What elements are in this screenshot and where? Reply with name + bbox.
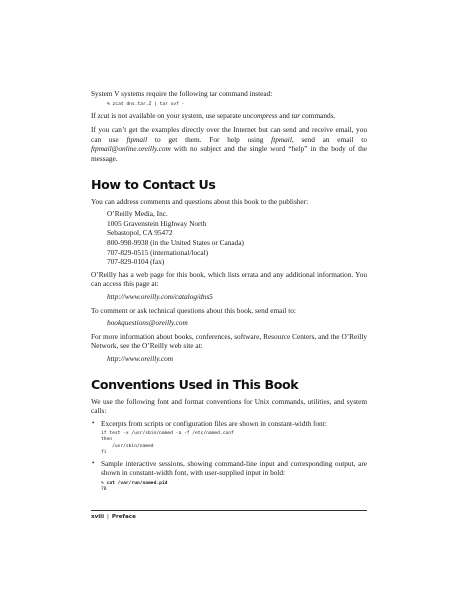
ftpmail-term-2: ftpmail (271, 134, 292, 144)
bullet2-text: Sample interactive sessions, showing command-line input and corresponding output, are shown in constant-width font, with user-supplied input in bold: (101, 458, 367, 478)
ftpmail-address-link[interactable]: ftpmail@online.oreilly.com (91, 144, 171, 154)
webpage-paragraph: O’Reilly has a web page for this book, which lists errata and any additional information. You can access this page at: (91, 269, 367, 289)
ftp-text-4: with no subject and the single word “help” in the body of the message. (91, 144, 367, 164)
address-line: 707-829-0104 (fax) (107, 257, 165, 267)
bullet1-text: Excerpts from scripts or configuration files are shown in constant-width font: (101, 418, 327, 428)
comment-paragraph: To comment or ask technical questions about this book, send email to: (91, 305, 296, 315)
sysv-paragraph: System V systems require the following tar command instead: (91, 89, 273, 98)
footer-separator: | (107, 514, 109, 520)
code-line: fi (101, 449, 107, 455)
page-body (91, 89, 367, 493)
code-line: 78 (101, 487, 107, 492)
contact-heading: How to Contact Us (91, 176, 216, 192)
user-input: cat /var/run/named.pid (106, 480, 168, 486)
address-line: Sebastopol, CA 95472 (107, 228, 173, 238)
ftpmail-term: ftpmail (126, 134, 148, 144)
zcat-paragraph (91, 111, 367, 121)
catalog-url-text[interactable]: http://www.oreilly.com/catalog/dns5 (107, 292, 213, 301)
zcat-term: zcat (97, 110, 110, 120)
bookquestions-email-text[interactable]: bookquestions@oreilly.com (107, 318, 188, 328)
address-line: O’Reilly Media, Inc. (107, 209, 168, 219)
shell-prompt: % (101, 480, 107, 486)
more-info-paragraph: For more information about books, conferences, software, Resource Centers, and the O’Reilly Network, see the O’Reilly web site at: (91, 331, 367, 351)
ftpmail-paragraph (91, 125, 367, 163)
conventions-list (91, 419, 367, 493)
sysv-code: % zcat dns.tar.Z | tar xvf - (107, 101, 185, 107)
zcat-text-1: If (91, 110, 98, 120)
footer-text (91, 514, 367, 520)
interactive-session-code (101, 481, 367, 493)
conventions-heading: Conventions Used in This Book (91, 376, 299, 392)
code-line: then (101, 437, 113, 443)
code-line: /usr/sbin/named (101, 443, 154, 449)
zcat-text-3: and (277, 110, 292, 120)
ftp-text-3: , send an email to (291, 134, 367, 144)
uncompress-term: uncompress (242, 110, 278, 120)
page-footer (91, 510, 367, 520)
list-item (91, 459, 367, 493)
ftp-text-2: to get them. For help using (147, 134, 272, 144)
script-excerpt-code (101, 431, 367, 455)
footer-rule (91, 510, 367, 511)
bookquestions-email-link[interactable] (107, 318, 367, 328)
oreilly-url-link[interactable] (107, 354, 367, 364)
bullet-icon: • (92, 418, 95, 427)
ftp-text-1: If you can’t get the examples directly over the Internet but can send and receive email, you can use (91, 125, 367, 144)
section-name: Preface (111, 514, 136, 520)
oreilly-url-text[interactable]: http://www.oreilly.com (107, 353, 174, 363)
tar-term: tar (291, 110, 301, 120)
list-item (91, 419, 367, 456)
address-line: 800-998-9938 (in the United States or Canada) (107, 238, 244, 248)
bullet-icon: • (92, 458, 95, 467)
conventions-intro: We use the following font and format conventions for Unix commands, utilities, and system calls: (91, 396, 367, 416)
publisher-address (107, 209, 367, 267)
zcat-text-2: is not available on your system, use separate (109, 110, 243, 120)
code-line: if test -x /usr/sbin/named -a -f /etc/named.conf (101, 431, 234, 437)
contact-intro: You can address comments and questions about this book to the publisher: (91, 196, 309, 206)
address-line: 707-829-0515 (international/local) (107, 247, 209, 257)
page-number: xviii (91, 514, 105, 520)
address-line: 1005 Gravenstein Highway North (107, 218, 207, 228)
catalog-url-link[interactable] (107, 292, 367, 302)
zcat-text-4: commands. (300, 110, 336, 120)
